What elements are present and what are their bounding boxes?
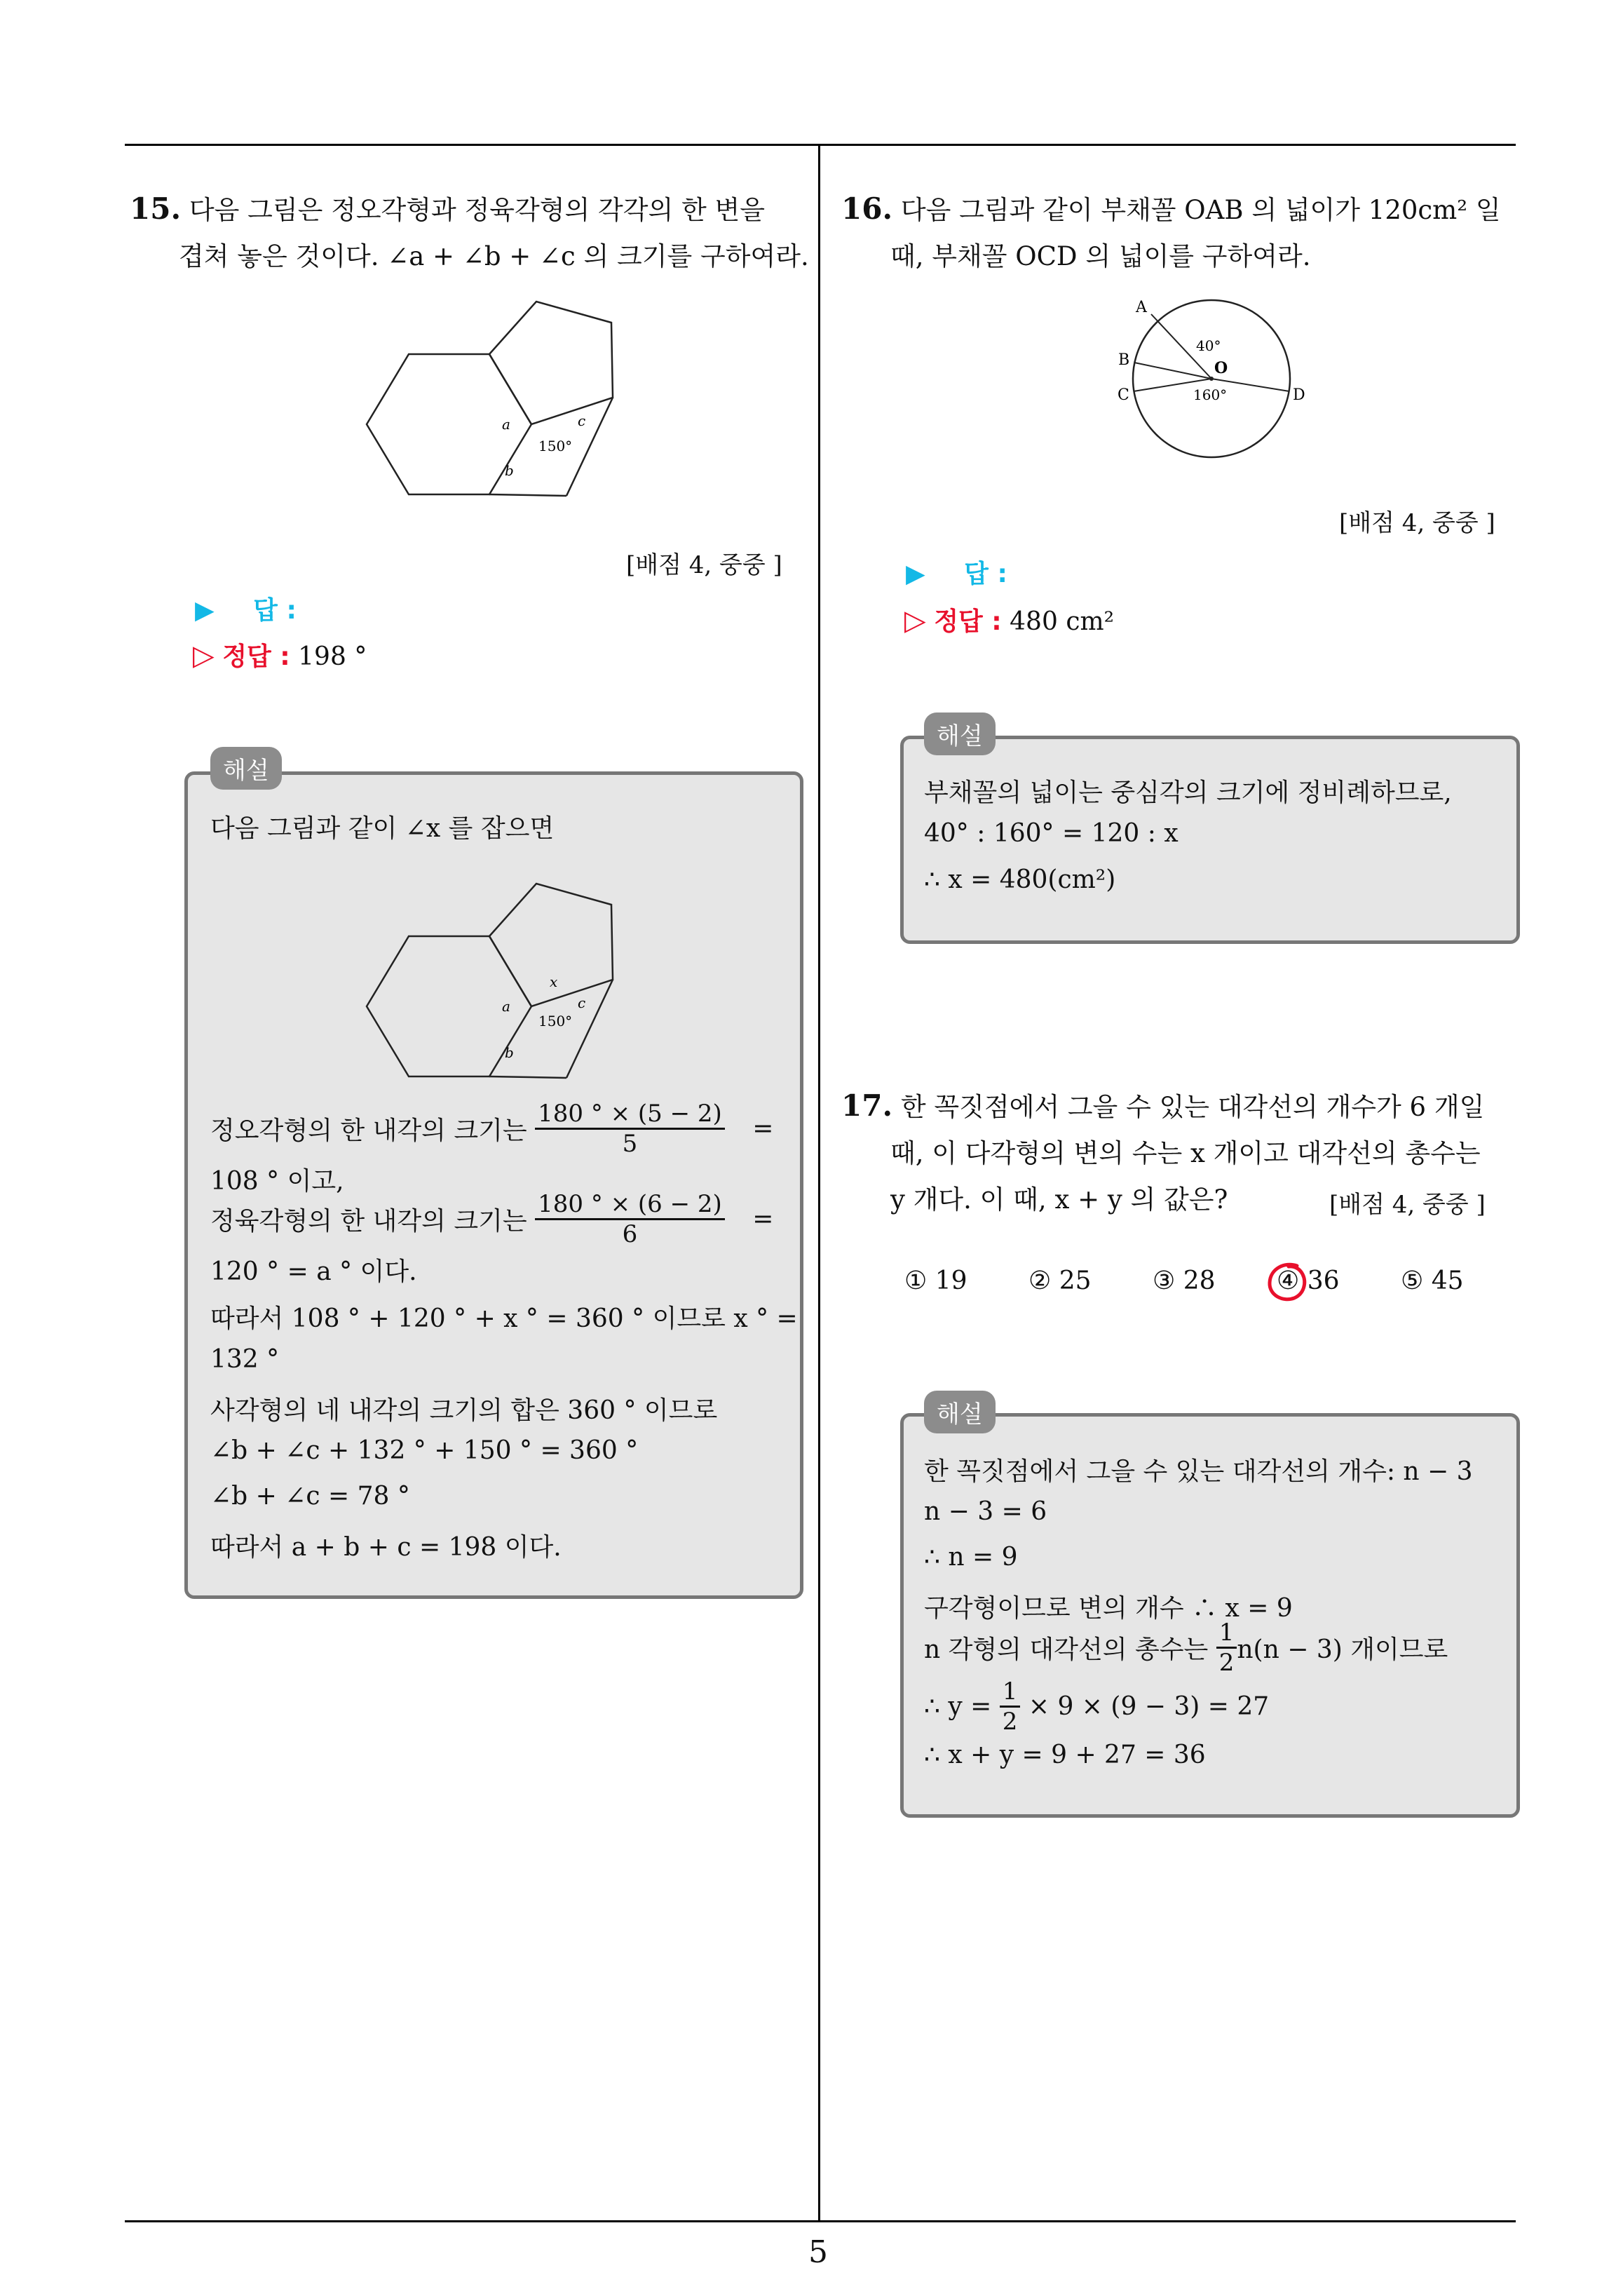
q16-fig-C: C (1118, 386, 1129, 404)
q15-number: 15. (130, 191, 182, 226)
q17-choice-5[interactable]: ⑤ 45 (1401, 1267, 1464, 1295)
q16-number: 16. (841, 191, 893, 226)
q16-correct-value: 480 cm² (1010, 607, 1115, 636)
q17-ex-l2: n − 3 = 6 (924, 1497, 1047, 1526)
q15-score: [배점 4, 중중 ] (626, 551, 782, 579)
q15-correct-label: 정답 : (222, 642, 290, 671)
q17-ex-half1 (1216, 1619, 1237, 1677)
q17-ex-l5 (924, 1619, 1448, 1677)
q15-ex-frac2-den: 6 (622, 1220, 638, 1248)
q15-ex-eq1: = (752, 1114, 774, 1143)
q15-ex-frac1-den: 5 (622, 1130, 638, 1158)
q16-text (841, 186, 1514, 280)
q16-fig-B: B (1118, 351, 1130, 369)
q16-fig-A: A (1136, 299, 1147, 316)
q15-ex-l11: 따라서 a + b + c = 198 이다. (210, 1533, 562, 1562)
q17-choice-3[interactable]: ③ 28 (1153, 1267, 1216, 1295)
q17-score: [배점 4, 중중 ] (1329, 1191, 1486, 1219)
q15-ex-l1: 다음 그림과 같이 ∠x 를 잡으면 (210, 814, 555, 843)
q15-figure (365, 288, 631, 505)
q16-score: [배점 4, 중중 ] (1339, 509, 1495, 537)
q15-fig-label-a: a (502, 416, 510, 433)
q15-ex-frac1 (535, 1100, 725, 1158)
q17-choice-1[interactable]: ① 19 (904, 1267, 967, 1295)
q15-ex-fig-label-b: b (505, 1044, 514, 1061)
q15-ex-l9: ∠b + ∠c + 132 ° + 150 ° = 360 ° (210, 1436, 639, 1465)
q15-ex-fig-label-a: a (502, 998, 510, 1015)
q17-ex-l3: ∴ n = 9 (924, 1543, 1018, 1572)
q16-fig-O: O (1214, 359, 1228, 377)
q17-line2: 때, 이 다각형의 변의 수는 x 개이고 대각선의 총수는 (890, 1138, 1481, 1168)
q17-ex-l7: ∴ x + y = 9 + 27 = 36 (924, 1741, 1206, 1769)
q16-figure (1094, 295, 1318, 470)
q17-line1: 한 꼭짓점에서 그을 수 있는 대각선의 개수가 6 개일 (900, 1092, 1485, 1122)
q16-answer-label: 답 : (964, 560, 1007, 588)
q15-answer-label: 답 : (253, 596, 297, 625)
q17-ex-l6a: ∴ y = (924, 1692, 992, 1721)
q16-correct-row (904, 602, 1114, 637)
q16-ex-l1: 부채꼴의 넓이는 중심각의 크기에 정비례하므로, (924, 778, 1452, 807)
q15-ex-l2 (210, 1100, 773, 1158)
q16-fig-angle1: 40° (1196, 337, 1221, 354)
q17-explain-tag: 해설 (924, 1391, 996, 1433)
q17-choice-4[interactable]: ④ 36 (1277, 1267, 1340, 1295)
q17-ex-l5a: n 각형의 대각선의 총수는 (924, 1635, 1209, 1664)
q15-ex-l4 (210, 1190, 773, 1248)
q16-ex-l3: ∴ x = 480(cm²) (924, 865, 1116, 894)
q17-ex-half2-num: 1 (1000, 1677, 1021, 1708)
q15-ex-l7: 132 ° (210, 1345, 280, 1374)
q15-ex-frac2 (535, 1190, 725, 1248)
q15-fig-label-c: c (578, 412, 586, 429)
q15-answer-row (195, 590, 297, 626)
page-number: 5 (808, 2234, 828, 2270)
q16-explain-tag: 해설 (924, 713, 996, 755)
q15-explain-tag: 해설 (210, 747, 282, 790)
q15-correct-value: 198 ° (298, 642, 367, 671)
q17-ex-l6b: × 9 × (9 − 3) = 27 (1028, 1692, 1270, 1721)
q15-explain-figure (365, 870, 631, 1087)
top-rule (125, 144, 1516, 146)
q17-number: 17. (841, 1088, 893, 1123)
q17-ex-half1-den: 2 (1218, 1649, 1235, 1677)
q15-ex-l6: 따라서 108 ° + 120 ° + x ° = 360 ° 이므로 x ° = (210, 1304, 798, 1333)
q17-ex-l1: 한 꼭짓점에서 그을 수 있는 대각선의 개수: n − 3 (924, 1457, 1473, 1486)
q15-correct-row (193, 637, 367, 673)
q15-ex-fig-label-x: x (550, 973, 558, 990)
q15-fig-label-b: b (505, 462, 514, 479)
q15-fig-angle: 150° (538, 438, 573, 454)
q17-choice-2[interactable]: ② 25 (1028, 1267, 1092, 1295)
q16-fig-D: D (1293, 386, 1305, 404)
bottom-rule (125, 2220, 1516, 2222)
q17-ex-half2 (1000, 1677, 1021, 1736)
q15-ex-l4-text: 정육각형의 한 내각의 크기는 (210, 1207, 527, 1236)
q15-ex-fig-angle: 150° (538, 1013, 573, 1029)
q16-ex-l2: 40° : 160° = 120 : x (924, 819, 1179, 848)
q17-line3: y 개다. 이 때, x + y 의 값은? (890, 1184, 1228, 1215)
q15-ex-l10: ∠b + ∠c = 78 ° (210, 1482, 410, 1511)
answer-arrow-icon: ▶ (195, 596, 215, 625)
q15-ex-frac1-num: 180 ° × (5 − 2) (535, 1100, 725, 1130)
correct-arrow-icon: ▷ (904, 605, 926, 637)
selected-choice-circle (1263, 1259, 1312, 1308)
q15-ex-l5: 120 ° = a ° 이다. (210, 1257, 417, 1286)
q15-ex-l2-text: 정오각형의 한 내각의 크기는 (210, 1116, 527, 1145)
q16-fig-angle2: 160° (1193, 386, 1228, 403)
q15-ex-frac2-num: 180 ° × (6 − 2) (535, 1190, 725, 1220)
q15-ex-l3: 108 ° 이고, (210, 1167, 344, 1196)
column-divider (818, 144, 820, 2221)
q15-ex-fig-label-c: c (578, 994, 586, 1011)
q16-line1: 다음 그림과 같이 부채꼴 OAB 의 넓이가 120cm² 일 (900, 195, 1501, 225)
q15-ex-eq2: = (752, 1205, 774, 1234)
q17-ex-l5b: n(n − 3) 개이므로 (1237, 1635, 1448, 1664)
q17-ex-half1-num: 1 (1216, 1619, 1237, 1649)
q15-ex-l8: 사각형의 네 내각의 크기의 합은 360 ° 이므로 (210, 1396, 718, 1425)
q17-ex-half2-den: 2 (1002, 1708, 1018, 1736)
q17-ex-l4: 구각형이므로 변의 개수 ∴ x = 9 (924, 1594, 1293, 1623)
q15-line1: 다음 그림은 정오각형과 정육각형의 각각의 한 변을 (189, 195, 765, 225)
q15-text (130, 186, 810, 280)
q17-ex-l6 (924, 1677, 1269, 1736)
q15-line2: 겹쳐 놓은 것이다. ∠a + ∠b + ∠c 의 크기를 구하여라. (179, 241, 809, 271)
q16-correct-label: 정답 : (934, 607, 1002, 636)
correct-arrow-icon: ▷ (193, 640, 215, 672)
answer-arrow-icon: ▶ (906, 560, 925, 588)
q16-line2: 때, 부채꼴 OCD 의 넓이를 구하여라. (890, 241, 1311, 271)
q16-answer-row (906, 554, 1007, 590)
